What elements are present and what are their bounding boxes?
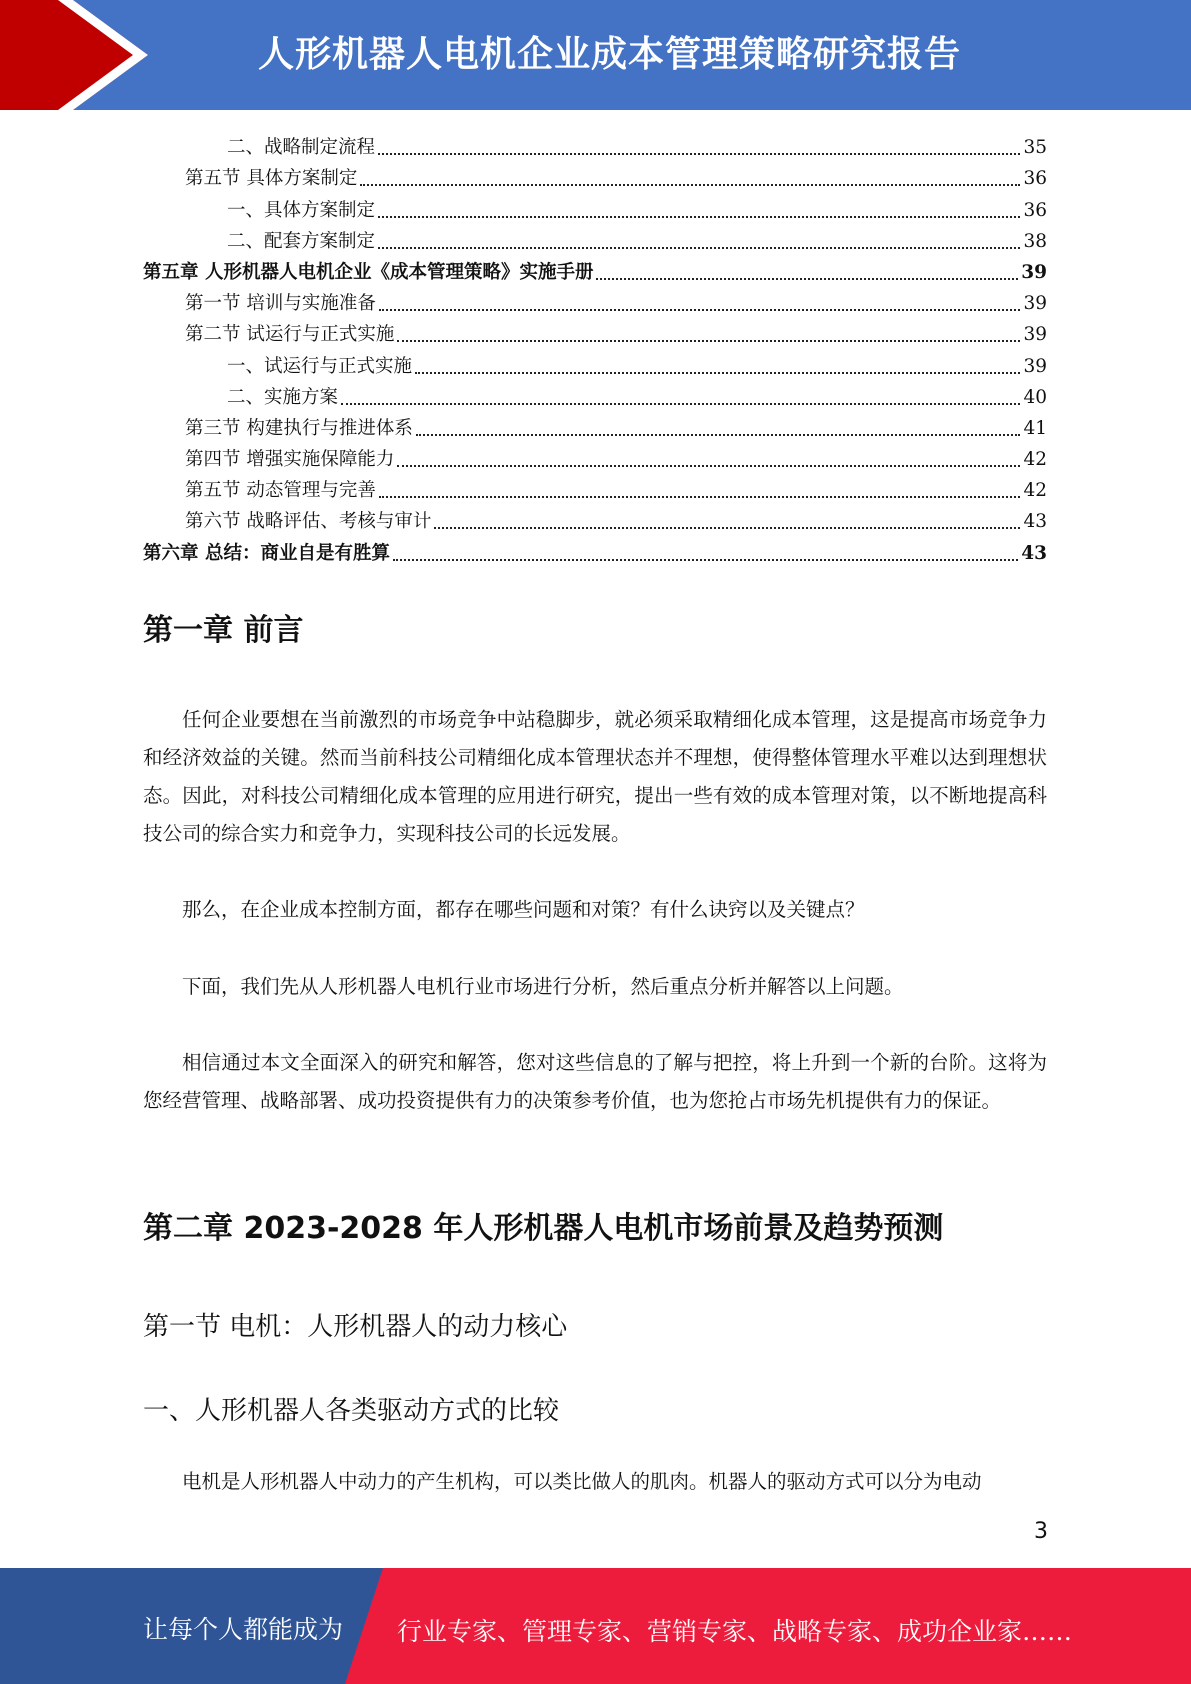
toc-dot-leader bbox=[378, 153, 1020, 155]
toc-entry-title: 第二节 试运行与正式实施 bbox=[185, 324, 395, 346]
toc-dot-leader bbox=[360, 184, 1020, 186]
toc-dot-leader bbox=[397, 340, 1020, 342]
toc-dot-leader bbox=[596, 278, 1018, 280]
subsection-title: 一、人形机器人各类驱动方式的比较 bbox=[143, 1396, 560, 1426]
toc-entry-page: 36 bbox=[1023, 168, 1047, 190]
toc-entry-title: 二、战略制定流程 bbox=[227, 137, 376, 159]
toc-entry-page: 42 bbox=[1023, 449, 1047, 471]
toc-dot-leader bbox=[379, 496, 1021, 498]
toc-entry-title: 第五节 动态管理与完善 bbox=[185, 480, 376, 502]
toc-dot-leader bbox=[378, 247, 1020, 249]
section-title: 第一节 电机：人形机器人的动力核心 bbox=[143, 1312, 568, 1342]
toc-entry[interactable] bbox=[143, 253, 1047, 284]
toc-entry-title: 第三节 构建执行与推进体系 bbox=[185, 417, 413, 439]
body-paragraph: 任何企业要想在当前激烈的市场竞争中站稳脚步，就必须采取精细化成本管理，这是提高市场竞争力和经济效益的关键。然而当前科技公司精细化成本管理状态并不理想，使得整体管理水平难以达到理想状态。因此，对科技公司精细化成本管理的应用进行研究，提出一些有效的成本管理对策，以不断地提高科技公司的综合实力和竞争力，实现科技公司的长远发展。 bbox=[143, 708, 1047, 845]
toc-entry-page: 43 bbox=[1021, 542, 1047, 564]
body-paragraph: 相信通过本文全面深入的研究和解答，您对这些信息的了解与把控，将上升到一个新的台阶。这将为您经营管理、战略部署、成功投资提供有力的决策参考价值，也为您抢占市场先机提供有力的保证。 bbox=[143, 1051, 1047, 1112]
toc-entry-page: 41 bbox=[1023, 417, 1047, 439]
toc-dot-leader bbox=[393, 559, 1018, 561]
body-paragraph: 下面，我们先从人形机器人电机行业市场进行分析，然后重点分析并解答以上问题。 bbox=[182, 975, 904, 998]
toc-dot-leader bbox=[379, 309, 1021, 311]
toc-entry-page: 38 bbox=[1023, 230, 1047, 252]
body-paragraph: 那么，在企业成本控制方面，都存在哪些问题和对策？有什么诀窍以及关键点？ bbox=[182, 898, 865, 921]
toc-entry-page: 39 bbox=[1021, 261, 1047, 283]
toc-entry[interactable] bbox=[143, 502, 1047, 533]
toc-dot-leader bbox=[341, 403, 1020, 405]
toc-entry-page: 39 bbox=[1023, 324, 1047, 346]
toc-entry-page: 36 bbox=[1023, 199, 1047, 221]
header-title: 人形机器人电机企业成本管理策略研究报告 bbox=[258, 34, 962, 75]
toc-dot-leader bbox=[397, 465, 1020, 467]
chapter-2-title: 第二章 2023-2028 年人形机器人电机市场前景及趋势预测 bbox=[143, 1211, 944, 1246]
toc-entry-title: 第六章 总结：商业自是有胜算 bbox=[143, 542, 390, 564]
page-footer bbox=[0, 1568, 1191, 1684]
header-chevron-decoration bbox=[0, 0, 160, 110]
toc-entry-title: 第六节 战略评估、考核与审计 bbox=[185, 511, 432, 533]
toc-entry-title: 第一节 培训与实施准备 bbox=[185, 293, 376, 315]
toc-dot-leader bbox=[378, 216, 1020, 218]
toc-entry-title: 第五节 具体方案制定 bbox=[185, 168, 358, 190]
toc-entry[interactable] bbox=[143, 471, 1047, 502]
toc-entry[interactable] bbox=[143, 533, 1047, 564]
table-of-contents bbox=[143, 128, 1047, 565]
body-paragraph: 电机是人形机器人中动力的产生机构，可以类比做人的肌肉。机器人的驱动方式可以分为电动 bbox=[182, 1470, 982, 1493]
toc-dot-leader bbox=[434, 527, 1020, 529]
toc-entry[interactable] bbox=[143, 409, 1047, 440]
toc-entry-page: 43 bbox=[1023, 511, 1047, 533]
toc-entry-page: 40 bbox=[1023, 386, 1047, 408]
toc-entry-title: 二、实施方案 bbox=[227, 386, 339, 408]
toc-entry[interactable] bbox=[143, 378, 1047, 409]
toc-entry[interactable] bbox=[143, 190, 1047, 221]
toc-entry[interactable] bbox=[143, 284, 1047, 315]
toc-entry-title: 二、配套方案制定 bbox=[227, 230, 376, 252]
toc-entry[interactable] bbox=[143, 159, 1047, 190]
toc-entry-title: 第四节 增强实施保障能力 bbox=[185, 449, 395, 471]
toc-entry-page: 35 bbox=[1023, 137, 1047, 159]
chapter-1-title: 第一章 前言 bbox=[143, 613, 304, 648]
toc-entry[interactable] bbox=[143, 315, 1047, 346]
toc-dot-leader bbox=[416, 434, 1021, 436]
toc-entry-page: 42 bbox=[1023, 480, 1047, 502]
toc-entry[interactable] bbox=[143, 440, 1047, 471]
toc-entry-title: 第五章 人形机器人电机企业《成本管理策略》实施手册 bbox=[143, 261, 594, 283]
toc-entry-title: 一、具体方案制定 bbox=[227, 199, 376, 221]
toc-entry-page: 39 bbox=[1023, 355, 1047, 377]
page-number: 3 bbox=[1034, 1519, 1048, 1544]
page-header bbox=[0, 0, 1191, 110]
toc-entry-title: 一、试运行与正式实施 bbox=[227, 355, 413, 377]
toc-entry[interactable] bbox=[143, 346, 1047, 377]
toc-entry-page: 39 bbox=[1023, 293, 1047, 315]
toc-entry[interactable] bbox=[143, 222, 1047, 253]
footer-slogan-left: 让每个人都能成为 bbox=[143, 1615, 344, 1644]
toc-dot-leader bbox=[415, 372, 1020, 374]
toc-entry[interactable] bbox=[143, 128, 1047, 159]
footer-slogan-right: 行业专家、管理专家、营销专家、战略专家、成功企业家…… bbox=[397, 1617, 1073, 1646]
